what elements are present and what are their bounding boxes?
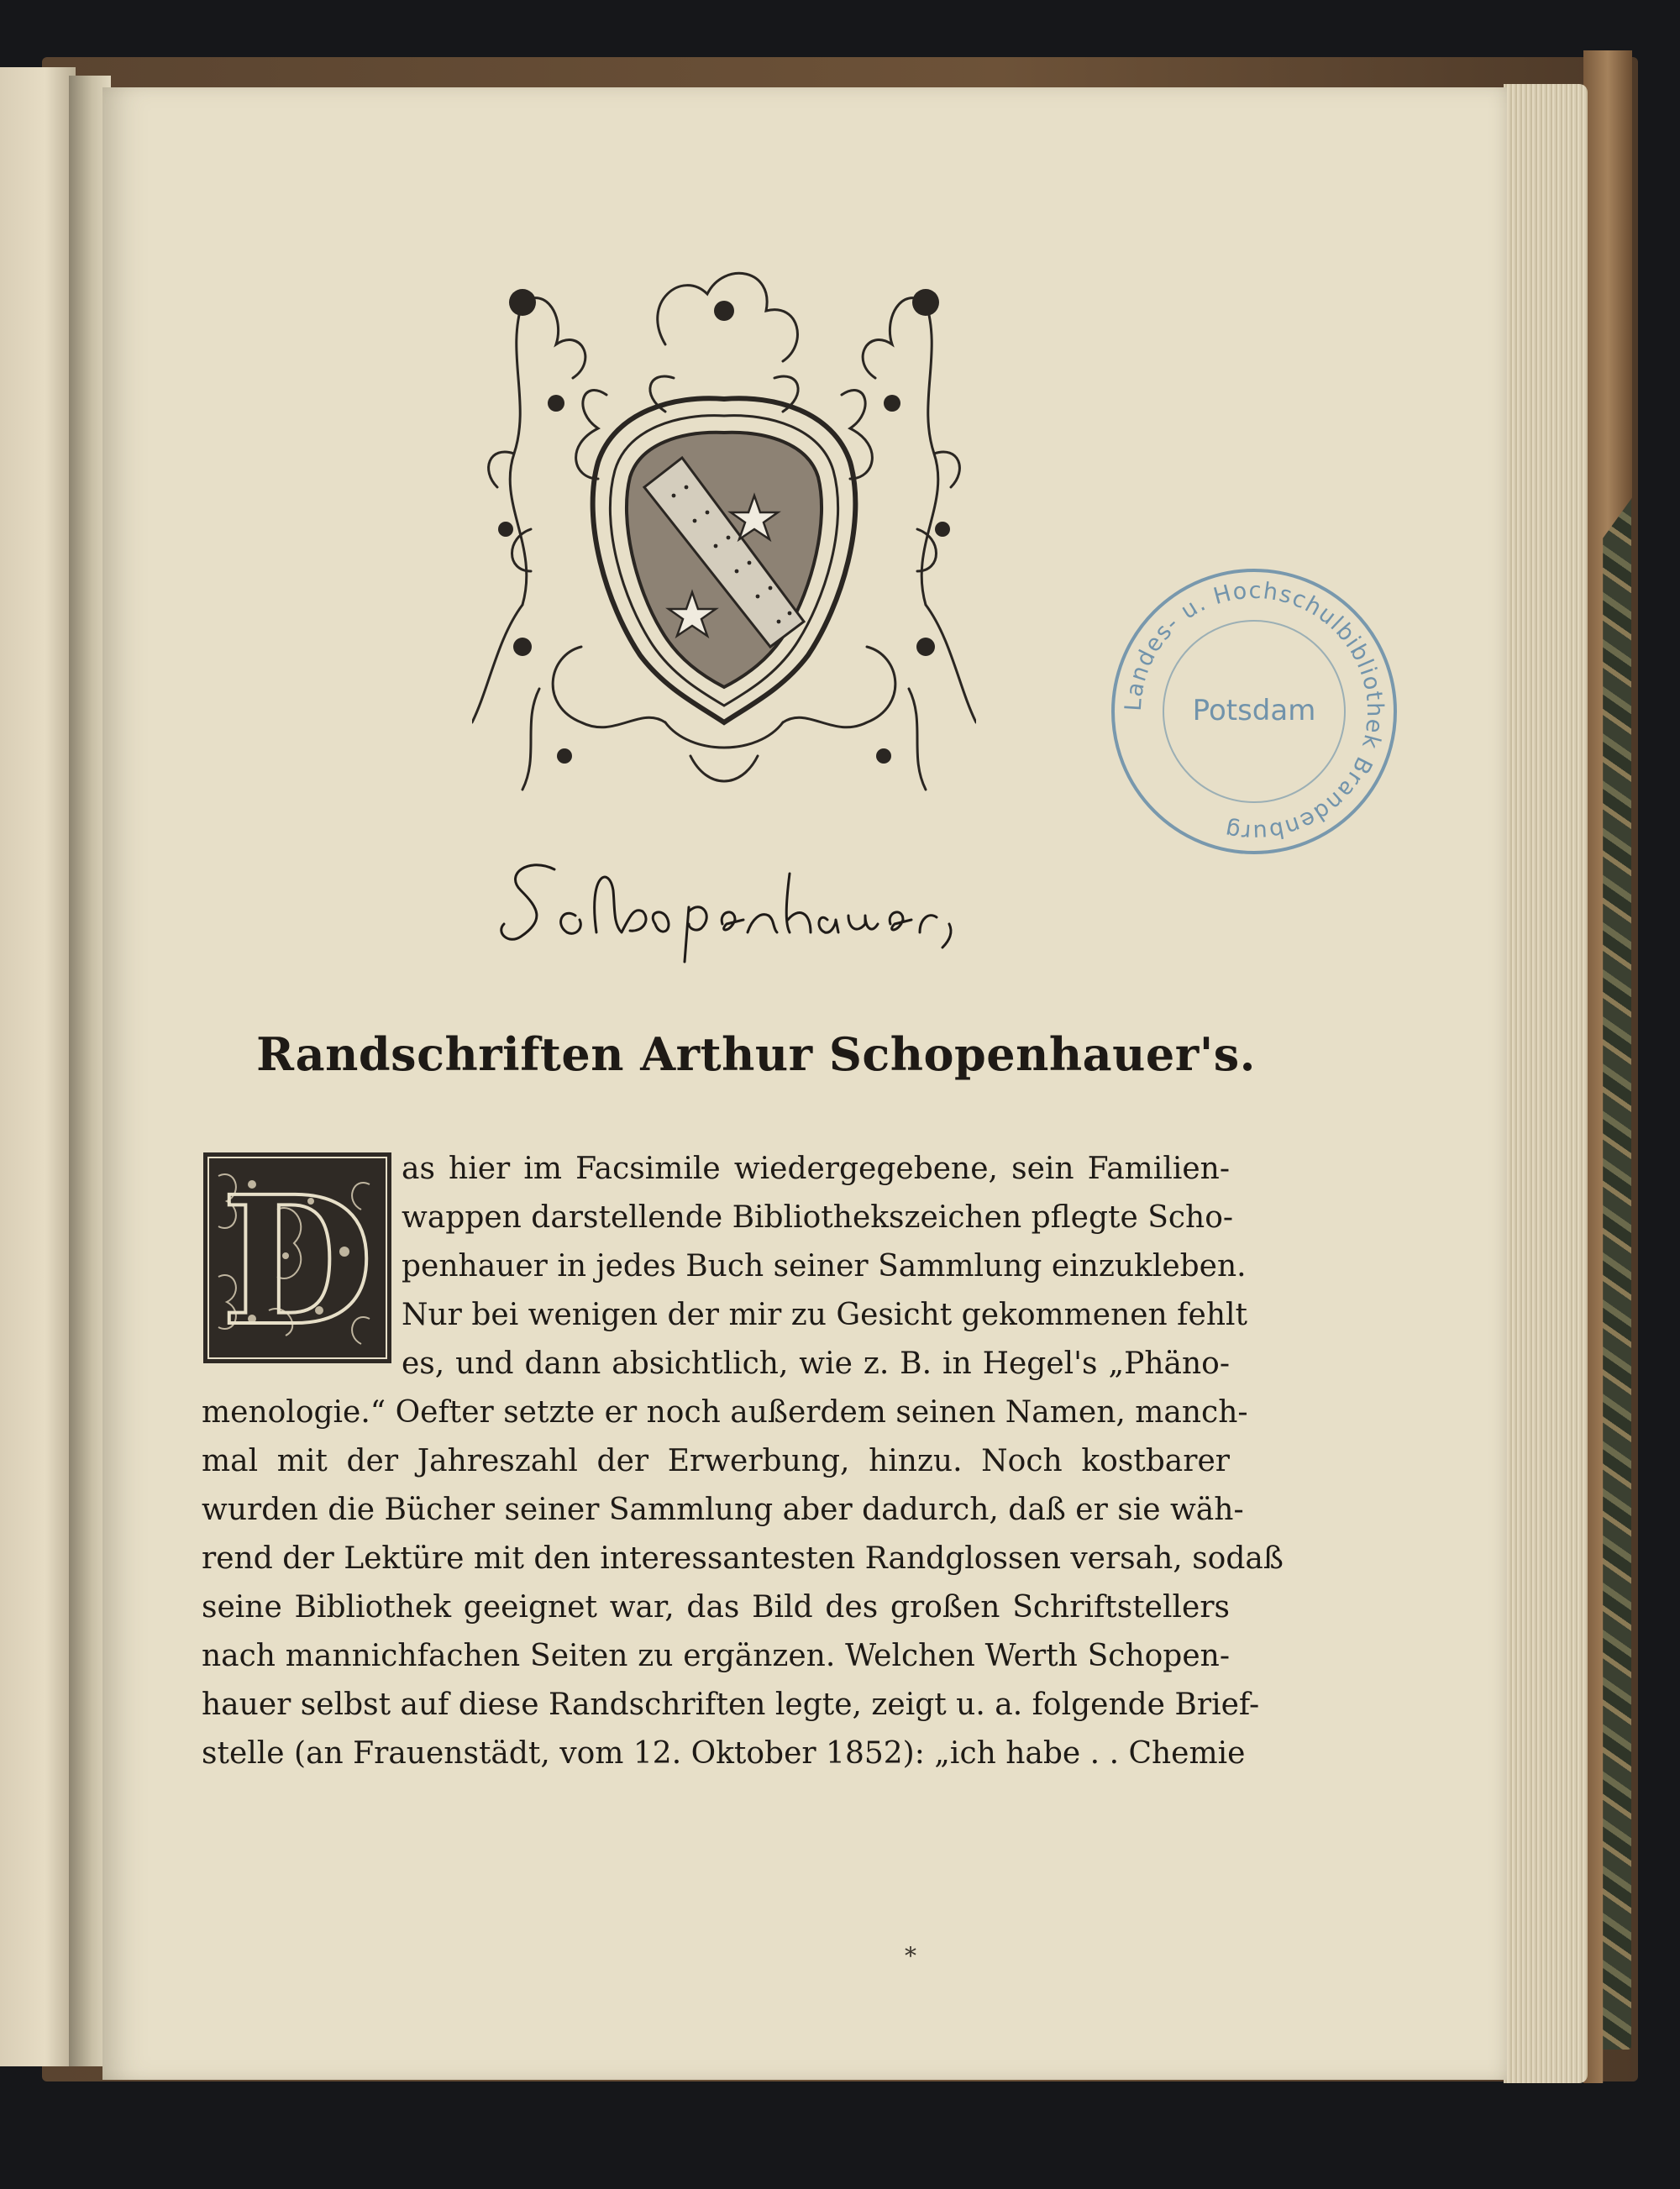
text-line: penhauer in jedes Buch seiner Sammlung einzukleben. — [402, 1249, 1247, 1283]
page-heading: Randschriften Arthur Schopenhauer's. — [256, 1027, 1256, 1081]
text-line: nach mannichfachen Seiten zu ergänzen. Welchen Werth Schopen- — [202, 1639, 1230, 1673]
text-line: stelle (an Frauenstädt, vom 12. Oktober 1852): „ich habe . . Chemie — [202, 1736, 1246, 1771]
stamp-city: Potsdam — [1192, 694, 1316, 727]
text-line: as hier im Facsimile wiedergegebene, sein Familien- — [402, 1152, 1230, 1186]
left-page — [0, 67, 76, 2066]
page-edges — [1504, 84, 1588, 2083]
text-line: Nur bei wenigen der mir zu Gesicht gekommenen fehlt — [402, 1298, 1247, 1332]
text-line: es, und dann absichtlich, wie z. B. in Hegel's „Phäno- — [402, 1346, 1230, 1381]
signature-mark: * — [905, 1942, 916, 1970]
text-line: mal mit der Jahreszahl der Erwerbung, hinzu. Noch kostbarer — [202, 1444, 1230, 1478]
initial-letter: D — [220, 1157, 375, 1365]
stamp-ring-text: Landes- u. Hochschulbibliothek Brandenburg — [1120, 577, 1389, 846]
text-line: wurden die Bücher seiner Sammlung aber dadurch, daß er sie wäh- — [202, 1493, 1244, 1527]
handwritten-signature — [496, 840, 966, 966]
coat-of-arms-bookplate — [472, 252, 976, 811]
text-line: menologie.“ Oefter setzte er noch außerdem seinen Namen, manch- — [202, 1395, 1248, 1430]
text-line: rend der Lektüre mit den interessantesten Randglossen versah, sodaß — [202, 1541, 1284, 1576]
library-stamp — [1107, 564, 1401, 858]
text-line: wappen darstellende Bibliothekszeichen pflegte Scho- — [402, 1200, 1234, 1235]
decorated-initial — [202, 1151, 393, 1365]
text-line: hauer selbst auf diese Randschriften legte, zeigt u. a. folgende Brief- — [202, 1688, 1260, 1722]
text-line: seine Bibliothek geeignet war, das Bild des großen Schriftstellers — [202, 1590, 1230, 1625]
